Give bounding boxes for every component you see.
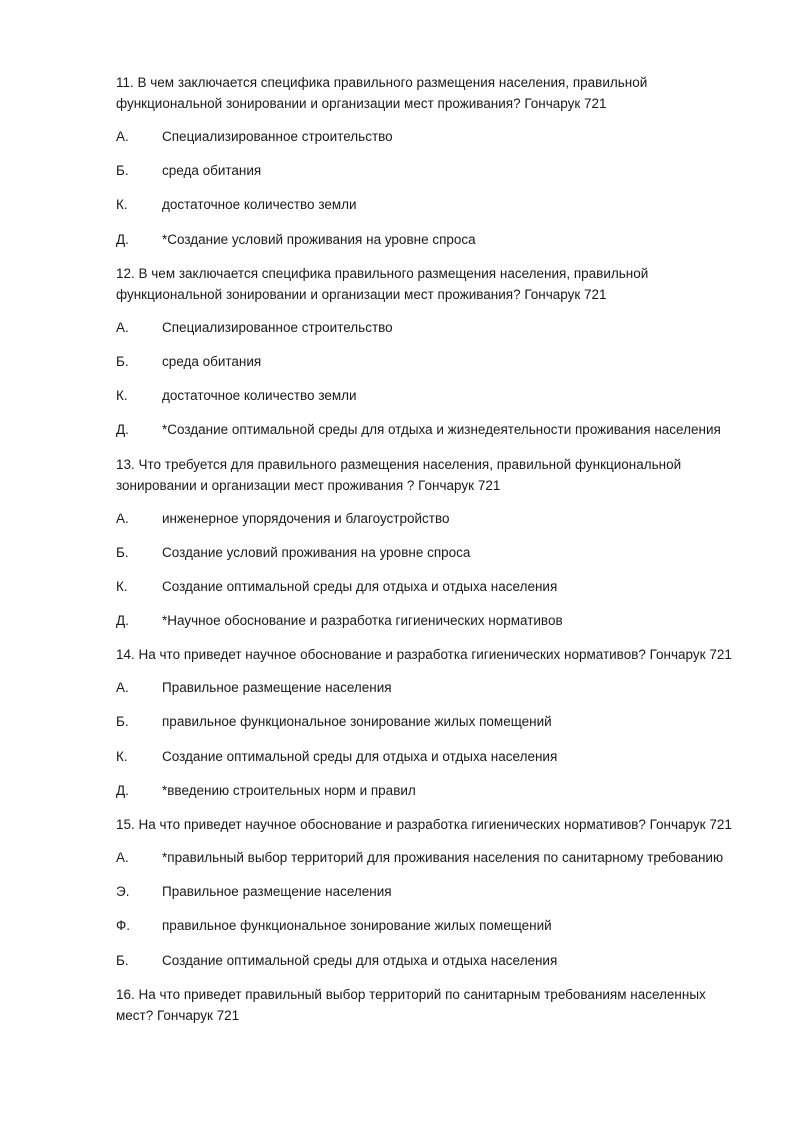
option-text: Правильное размещение населения xyxy=(162,884,392,900)
question-text: 14. На что приведет научное обоснование и разработка гигиенических нормативов? Гончарук 721 xyxy=(116,647,732,663)
answer-option xyxy=(116,229,746,250)
option-letter: Б. xyxy=(116,163,129,179)
option-letter: Э. xyxy=(116,884,130,900)
option-letter: А. xyxy=(116,319,129,335)
answer-option xyxy=(116,419,746,440)
option-letter: К. xyxy=(116,197,128,213)
answer-option xyxy=(116,915,746,936)
question-text: 15. На что приведет научное обоснование и разработка гигиенических нормативов? Гончарук 721 xyxy=(116,817,732,832)
answer-option xyxy=(116,847,746,868)
option-text: Специализированное строительство xyxy=(162,319,393,335)
option-text: Создание оптимальной среды для отдыха и отдыха населения xyxy=(162,748,558,764)
option-text: *Научное обоснование и разработка гигиенических нормативов xyxy=(162,613,563,629)
document-page xyxy=(116,72,746,1038)
question-block xyxy=(116,814,746,971)
question-text: 16. На что приведет правильный выбор территорий по санитарным требованиям населенных мест? Гончарук 721 xyxy=(116,986,706,1023)
option-text: Создание оптимальной среды для отдыха и отдыха населения xyxy=(162,952,558,968)
question-text: 12. В чем заключается специфика правильного размещения населения, правильной функциональной зонировании и организации мест проживания? Гончарук 721 xyxy=(116,265,649,302)
option-letter: Д. xyxy=(116,613,129,629)
answer-option xyxy=(116,881,746,902)
option-text: *Создание условий проживания на уровне спроса xyxy=(162,231,476,247)
option-text: *правильный выбор территорий для проживания населения по санитарному требованию xyxy=(162,850,724,865)
option-letter: А. xyxy=(116,129,129,144)
option-letter: Д. xyxy=(116,231,129,247)
option-letter: А. xyxy=(116,680,129,696)
option-letter: К. xyxy=(116,578,128,594)
option-letter: Ф. xyxy=(116,918,131,934)
option-letter: К. xyxy=(116,388,128,404)
option-text: Создание оптимальной среды для отдыха и отдыха населения xyxy=(162,578,558,594)
option-letter: Б. xyxy=(116,714,129,730)
answer-option xyxy=(116,317,746,338)
option-letter: Б. xyxy=(116,544,129,560)
answer-option xyxy=(116,194,746,215)
option-text: достаточное количество земли xyxy=(162,197,357,213)
option-text: инженерное упорядочения и благоустройство xyxy=(162,510,450,526)
option-text: Создание условий проживания на уровне спроса xyxy=(162,544,471,560)
answer-option xyxy=(116,542,746,563)
answer-option xyxy=(116,160,746,181)
question-text: 11. В чем заключается специфика правильного размещения населения, правильной функциональной зонировании и организации мест проживания? Гончарук 721 xyxy=(116,75,648,111)
option-text: *введению строительных норм и правил xyxy=(162,782,416,798)
question-block xyxy=(116,72,746,250)
option-letter: А. xyxy=(116,510,129,526)
option-text: правильное функциональное зонирование жилых помещений xyxy=(162,918,552,934)
question-block xyxy=(116,454,746,632)
answer-option xyxy=(116,610,746,631)
option-letter: А. xyxy=(116,850,129,865)
question-block xyxy=(116,644,746,801)
answer-option xyxy=(116,385,746,406)
answer-option xyxy=(116,950,746,971)
question-block xyxy=(116,984,746,1026)
option-text: Правильное размещение населения xyxy=(162,680,392,696)
answer-option xyxy=(116,746,746,767)
answer-option xyxy=(116,576,746,597)
option-text: правильное функциональное зонирование жилых помещений xyxy=(162,714,552,730)
answer-option xyxy=(116,126,746,147)
option-text: среда обитания xyxy=(162,353,262,369)
option-text: Специализированное строительство xyxy=(162,129,393,144)
option-text: достаточное количество земли xyxy=(162,388,357,404)
option-letter: Б. xyxy=(116,353,129,369)
option-letter: К. xyxy=(116,748,128,764)
option-text: среда обитания xyxy=(162,163,262,179)
question-text: 13. Что требуется для правильного размещения населения, правильной функциональной зонировании и организации мест проживания ? Гончарук 721 xyxy=(116,456,682,493)
answer-option xyxy=(116,351,746,372)
option-letter: Д. xyxy=(116,782,129,798)
answer-option xyxy=(116,780,746,801)
option-text: *Создание оптимальной среды для отдыха и жизнедеятельности проживания населения xyxy=(162,422,721,438)
option-letter: Д. xyxy=(116,422,129,438)
option-letter: Б. xyxy=(116,952,129,968)
question-block xyxy=(116,263,746,441)
answer-option xyxy=(116,711,746,732)
answer-option xyxy=(116,677,746,698)
answer-option xyxy=(116,508,746,529)
